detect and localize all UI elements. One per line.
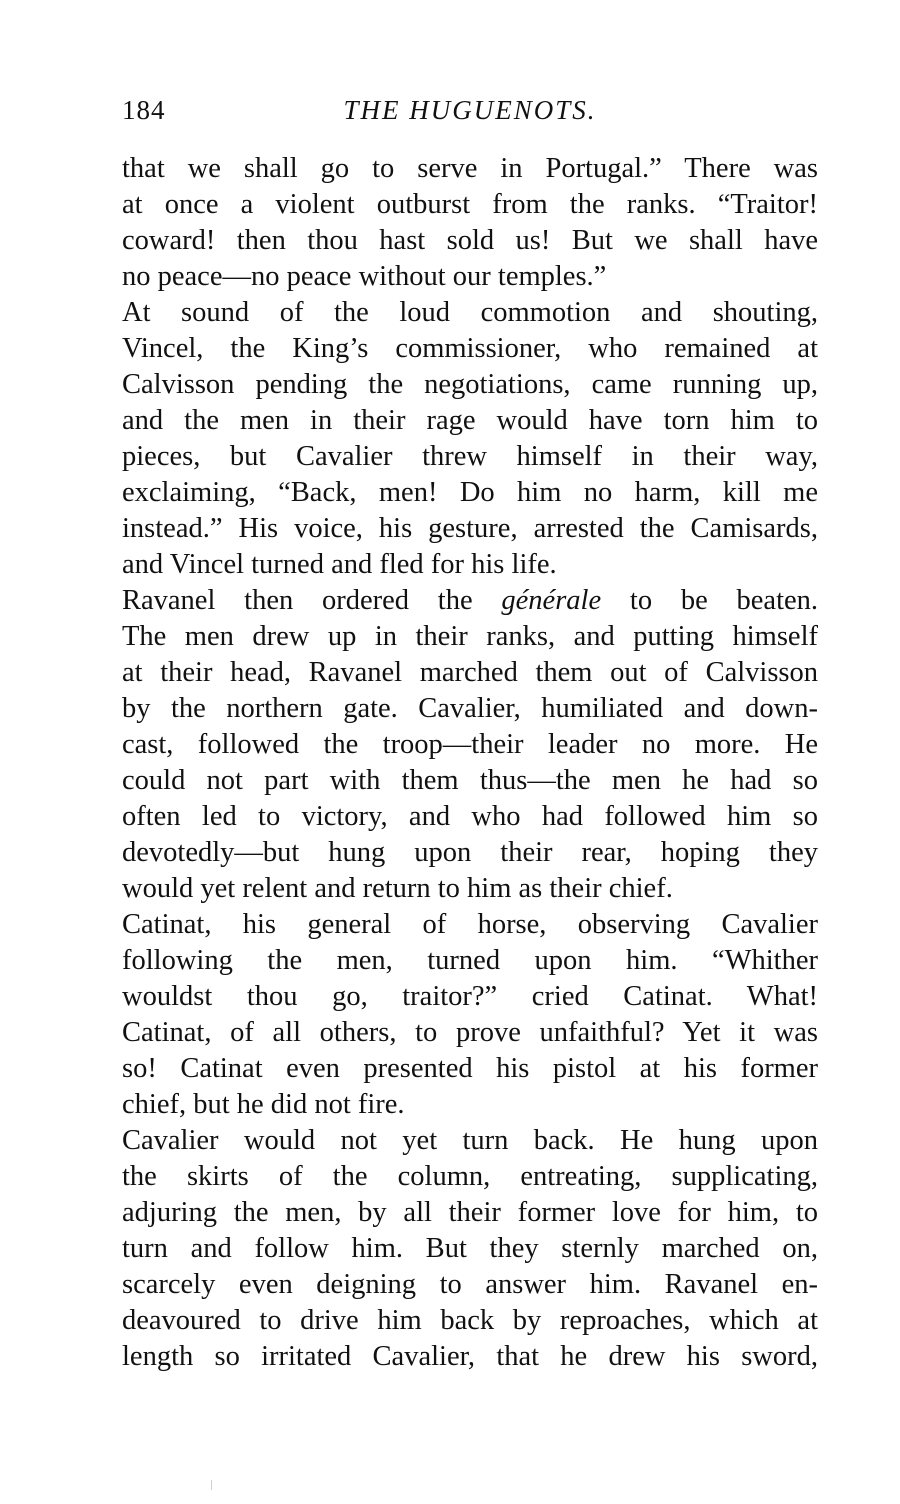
- text-line: Calvisson pending the negotiations, came running up,: [122, 369, 818, 400]
- text-line: and the men in their rage would have torn him to: [122, 405, 818, 436]
- paragraph: [122, 907, 818, 1123]
- text-line: by the northern gate. Cavalier, humiliated and down-: [122, 693, 818, 724]
- running-head: THE HUGUENOTS.: [343, 95, 597, 125]
- text-line: devotedly—but hung upon their rear, hoping they: [122, 837, 818, 868]
- text-line: turn and follow him. But they sternly marched on,: [122, 1233, 818, 1264]
- text-line: that we shall go to serve in Portugal.” There was: [122, 153, 818, 184]
- text-line: could not part with them thus—the men he had so: [122, 765, 818, 796]
- text-line: pieces, but Cavalier threw himself in their way,: [122, 441, 818, 472]
- text-line: scarcely even deigning to answer him. Ravanel en-: [122, 1269, 818, 1300]
- text-line: often led to victory, and who had followed him so: [122, 801, 818, 832]
- text-line: The men drew up in their ranks, and putting himself: [122, 621, 818, 652]
- text-line: cast, followed the troop—their leader no more. He: [122, 729, 818, 760]
- text-line: at their head, Ravanel marched them out of Calvisson: [122, 657, 818, 688]
- paragraph: [122, 583, 818, 907]
- text-line: deavoured to drive him back by reproaches, which at: [122, 1305, 818, 1336]
- text-line: At sound of the loud commotion and shouting,: [122, 297, 818, 328]
- text-line: following the men, turned upon him. “Whither: [122, 945, 818, 976]
- text-line: Catinat, his general of horse, observing Cavalier: [122, 909, 818, 940]
- text-line: length so irritated Cavalier, that he drew his sword,: [122, 1341, 818, 1372]
- text-line: at once a violent outburst from the ranks. “Traitor!: [122, 189, 818, 220]
- paragraph: [122, 295, 818, 583]
- text-line: exclaiming, “Back, men! Do him no harm, kill me: [122, 477, 818, 508]
- text-line: would yet relent and return to him as their chief.: [122, 873, 673, 904]
- italic-term: générale: [501, 585, 602, 616]
- text-line: coward! then thou hast sold us! But we shall have: [122, 225, 818, 256]
- paragraph: [122, 1123, 818, 1375]
- text-line: and Vincel turned and fled for his life.: [122, 549, 557, 580]
- text-line: adjuring the men, by all their former love for him, to: [122, 1197, 818, 1228]
- text-line: so! Catinat even presented his pistol at his former: [122, 1053, 818, 1084]
- text-line: no peace—no peace without our temples.”: [122, 261, 607, 292]
- text-line: Vincel, the King’s commissioner, who remained at: [122, 333, 818, 364]
- text-line: the skirts of the column, entreating, supplicating,: [122, 1161, 818, 1192]
- text-line: instead.” His voice, his gesture, arrested the Camisards,: [122, 513, 818, 544]
- text-line: chief, but he did not fire.: [122, 1089, 405, 1120]
- page-header: [122, 95, 818, 135]
- text-line: Ravanel then ordered the générale to be beaten.: [122, 585, 819, 616]
- text-line: Cavalier would not yet turn back. He hung upon: [122, 1125, 818, 1156]
- text-line: Catinat, of all others, to prove unfaithful? Yet it was: [122, 1017, 818, 1048]
- body-text: [122, 151, 818, 1375]
- page-number: 184: [122, 95, 166, 125]
- text-line: wouldst thou go, traitor?” cried Catinat. What!: [122, 981, 818, 1012]
- page-edge-mark: [211, 1480, 212, 1490]
- paragraph: [122, 151, 818, 295]
